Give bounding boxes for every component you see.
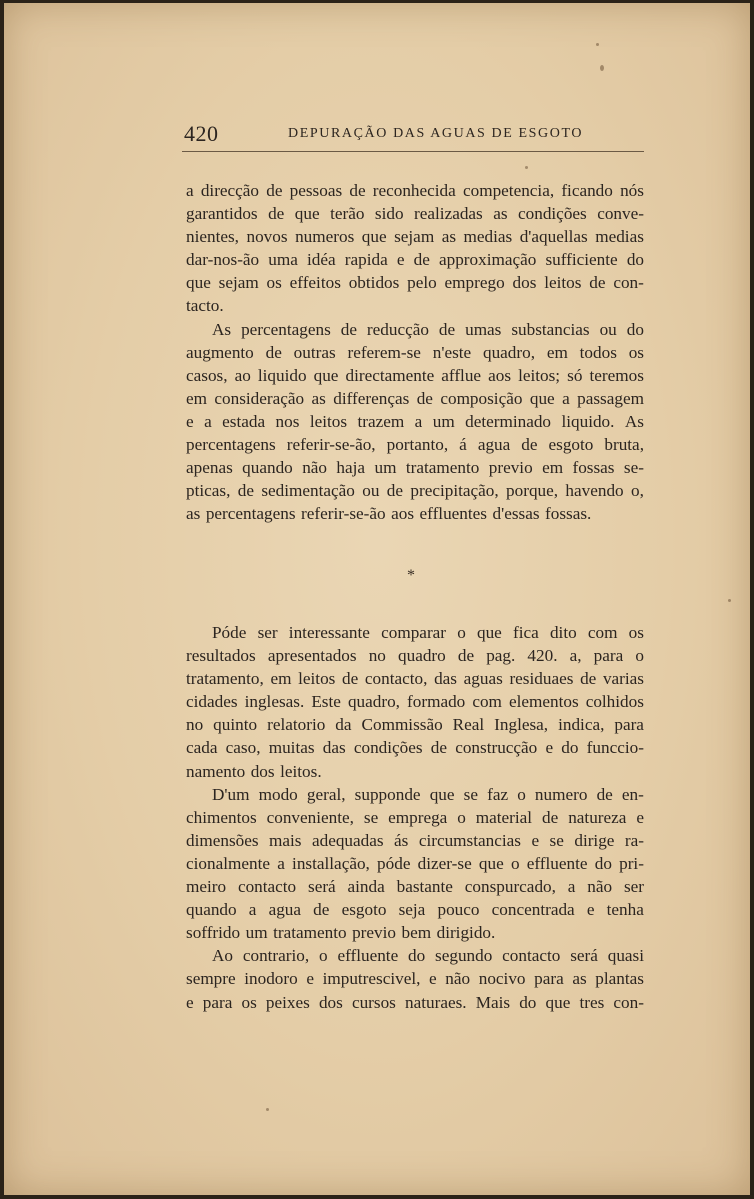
text-line: tacto.	[186, 296, 224, 316]
page-number: 420	[184, 121, 219, 146]
text-line: cidades inglesas. Este quadro, formado com elementos colhidos	[186, 692, 644, 712]
foxing-spot	[600, 65, 604, 71]
text-line: apenas quando não haja um tratamento previo em fossas se-	[186, 458, 644, 478]
text-line: cada caso, muitas das condições de construcção e do funccio-	[186, 738, 644, 758]
text-line: quando a agua de esgoto seja pouco concentrada e tenha	[186, 900, 644, 920]
text-line: e para os peixes dos cursos naturaes. Mais do que tres con-	[186, 992, 644, 1012]
text-line: tratamento, em leitos de contacto, das aguas residuaes de varias	[186, 669, 644, 689]
foxing-spot	[525, 166, 528, 169]
running-head: DEPURAÇÃO DAS AGUAS DE ESGOTO	[288, 126, 584, 141]
text-line: que sejam os effeitos obtidos pelo emprego dos leitos de con-	[186, 273, 644, 293]
text-line: augmento de outras referem-se n'este quadro, em todos os	[186, 342, 644, 362]
body-text-block-2	[186, 621, 644, 1014]
text-line: Póde ser interessante comparar o que fica dito com os	[212, 623, 644, 642]
text-line: pticas, de sedimentação ou de precipitação, porque, havendo o,	[186, 481, 644, 501]
text-line: a direcção de pessoas de reconhecida competencia, ficando nós	[186, 181, 644, 200]
text-line: nientes, novos numeros que sejam as medias d'aquellas medias	[186, 227, 644, 247]
text-line: garantidos de que terão sido realizadas as condições conve-	[186, 204, 644, 224]
foxing-spot	[596, 43, 599, 46]
text-line: As percentagens de reducção de umas substancias ou do	[212, 319, 644, 339]
foxing-spot	[728, 599, 731, 602]
text-line: e a estada nos leitos trazem a um determinado liquido. As	[186, 411, 644, 431]
text-line: sempre inodoro e imputrescivel, e não nocivo para as plantas	[186, 969, 644, 989]
text-line: dar-nos-ão uma idéa rapida e de approximação sufficiente do	[186, 250, 644, 270]
section-separator-asterisk: *	[407, 567, 415, 584]
text-line: soffrido um tratamento previo bem dirigido.	[186, 923, 496, 943]
text-line: percentagens referir-se-ão, portanto, á agua de esgoto bruta,	[186, 435, 644, 455]
text-line: as percentagens referir-se-ão aos effluentes d'essas fossas.	[186, 504, 592, 524]
text-line: meiro contacto será ainda bastante conspurcado, a não ser	[186, 877, 644, 897]
foxing-spot	[266, 1108, 269, 1111]
text-line: casos, ao liquido que directamente afflue aos leitos; só teremos	[186, 365, 644, 385]
text-line: no quinto relatorio da Commissão Real Inglesa, indica, para	[186, 715, 644, 735]
text-line: namento dos leitos.	[186, 761, 322, 781]
text-line: cionalmente a installação, póde dizer-se que o effluente do pri-	[186, 853, 644, 873]
text-line: resultados apresentados no quadro de pag. 420. a, para o	[186, 646, 644, 666]
text-line: em consideração as differenças de composição que a passagem	[186, 388, 644, 408]
text-line: chimentos conveniente, se emprega o material de natureza e	[186, 807, 644, 827]
text-line: D'um modo geral, supponde que se faz o numero de en-	[212, 784, 644, 804]
body-text-block-1	[186, 179, 644, 525]
page-header	[182, 117, 644, 152]
text-line: Ao contrario, o effluente do segundo contacto será quasi	[212, 946, 644, 966]
book-page	[4, 3, 750, 1195]
text-line: dimensões mais adequadas ás circumstancias e se dirige ra-	[186, 830, 644, 850]
